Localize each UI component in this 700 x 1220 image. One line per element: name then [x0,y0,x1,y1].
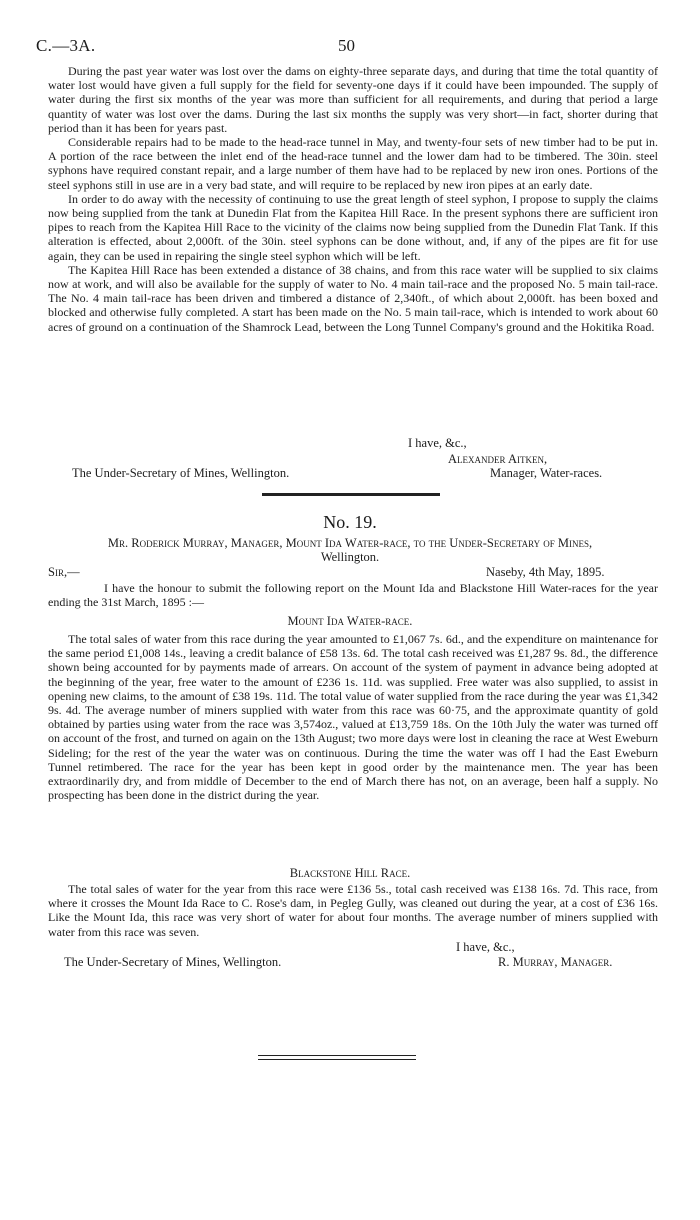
series-reference: C.—3A. [36,36,96,55]
heading-blackstone: Blackstone Hill Race. [289,866,411,880]
document-number: No. 19. [323,512,377,532]
section2-addressee: The Under-Secretary of Mines, Wellington. [64,955,282,969]
letter-title-line2: Wellington. [320,550,380,564]
section1-addressee: The Under-Secretary of Mines, Wellington. [72,466,290,480]
end-rule-bottom [258,1059,416,1060]
heading-mount-ida: Mount Ida Water-race. [287,614,413,628]
mount-ida-body [48,632,658,802]
intro-paragraph: I have the honour to submit the following report on the Mount Ida and Blackstone Hill Water-races for the year ending the 31st March, 1895 :— [48,581,658,610]
section1-paragraph: Considerable repairs had to be made to the head-race tunnel in May, and twenty-four sets of new timber had to be put in. A portion of the race between the inlet end of the head-race tunnel and the lower dam had to be timbered. The 30in. steel syphons have required constant repair, and a large number of them have had to be replaced by new iron ones. Portions of the steel syphons still in use are in a very bad state, and will require to be replaced by new iron pipes at an early date. [48,135,658,192]
blackstone-paragraph: The total sales of water for the year from this race were £136 5s., total cash received was £138 16s. 7d. This race, from where it crosses the Mount Ida Race to C. Rose's dam, in Pegleg Gully, was cleaned out during the year, at a cost of £36 16s. Like the Mount Ida, this race was very short of water for about four months. The average number of miners supplied with water from this race was seven. [48,882,658,939]
letter-title-line1: Mr. Roderick Murray, Manager, Mount Ida Water-race, to the Under-Secretary of Mines, [107,536,593,550]
blackstone-body [48,882,658,939]
section1-closing: I have, &c., [408,436,467,450]
page-number: 50 [338,36,355,55]
section1-paragraph: During the past year water was lost over the dams on eighty-three separate days, and during that time the total quantity of water lost would have given a full supply for the field for seventy-one days if it could have been impounded. The supply of water during the first six months of the year was more than sufficient for all requirements, and during that period a large quantity of water was lost over the dams. During the last six months the supply was very short—in fact, shorter during that period than it has been for years past. [48,64,658,135]
section1-paragraph: The Kapitea Hill Race has been extended a distance of 38 chains, and from this race water will be supplied to six claims now at work, and will also be available for the supply of water to No. 4 main tail-race and the proposed No. 5 main tail-race. The No. 4 main tail-race has been driven and timbered a distance of 2,340ft., of which about 2,000ft. has been boxed and blocked and otherwise fully completed. A start has been made on the No. 5 main tail-race, which is intended to work about 60 acres of ground on a continuation of the Shamrock Lead, between the Long Tunnel Company's ground and the Hokitika Road. [48,262,658,334]
section1-paragraph: In order to do away with the necessity of continuing to use the great length of steel syphon, I propose to supply the claims now being supplied from the tank at Dunedin Flat from the Kapitea Hill Race. In the present syphons there are sufficient iron pipes to reach from the Kapitea Hill Race to the vicinity of the claims now being supplied from the Dunedin Flat Tank. If this alteration is effected, about 2,000ft. of the 30in. steel syphons can be done without, and, if any of the pipes are fit for use again, they can be used in repairing the single steel syphon which will be left. [48,191,658,263]
section1-body [48,64,658,334]
salutation: Sir,— [48,565,80,579]
section2-signer: R. Murray, Manager. [498,955,613,969]
mount-ida-paragraph: The total sales of water from this race during the year amounted to £1,067 7s. 6d., and the expenditure on maintenance for the same period £1,008 14s., leaving a credit balance of £58 13s. 6d. The total cash received was £1,287 9s. 8d., the difference shown being accounted for by payments made of arrears. On account of the system of payment in advance being adopted at the beginning of the year, free water to the amount of £236 1s. 11d. was supplied. Free water was also supplied, to assist in opening new claims, to the amount of £38 19s. 11d. The total value of water supplied from the race during the year was £1,342 9s. 4d. The average number of miners supplied with water from this race was 60·75, and the approximate quantity of gold obtained by parties using water from the race was 3,574oz., valued at £13,759 18s. On the 10th July the water was turned off on account of the frost, and turned on again on the 13th August; two more days were lost in cleaning the race at West Eweburn Sideling; for the rest of the year the water was on continuous. During the time the water was off I had the East Eweburn Tunnel retimbered. The race for the year has been kept in good order by the maintenance men. The year has been extraordinarily dry, and from middle of December to the end of March there has not, on an average, been half a supply. No prospecting has been done in the district during the year. [48,632,658,803]
end-rule-top [258,1055,416,1056]
section1-signer-title: Manager, Water-races. [490,466,603,480]
place-date: Naseby, 4th May, 1895. [486,565,605,579]
section2-closing: I have, &c., [456,940,515,954]
section-divider [262,493,440,496]
letter-intro [48,581,658,609]
section1-signer-name: Alexander Aitken, [448,452,548,466]
